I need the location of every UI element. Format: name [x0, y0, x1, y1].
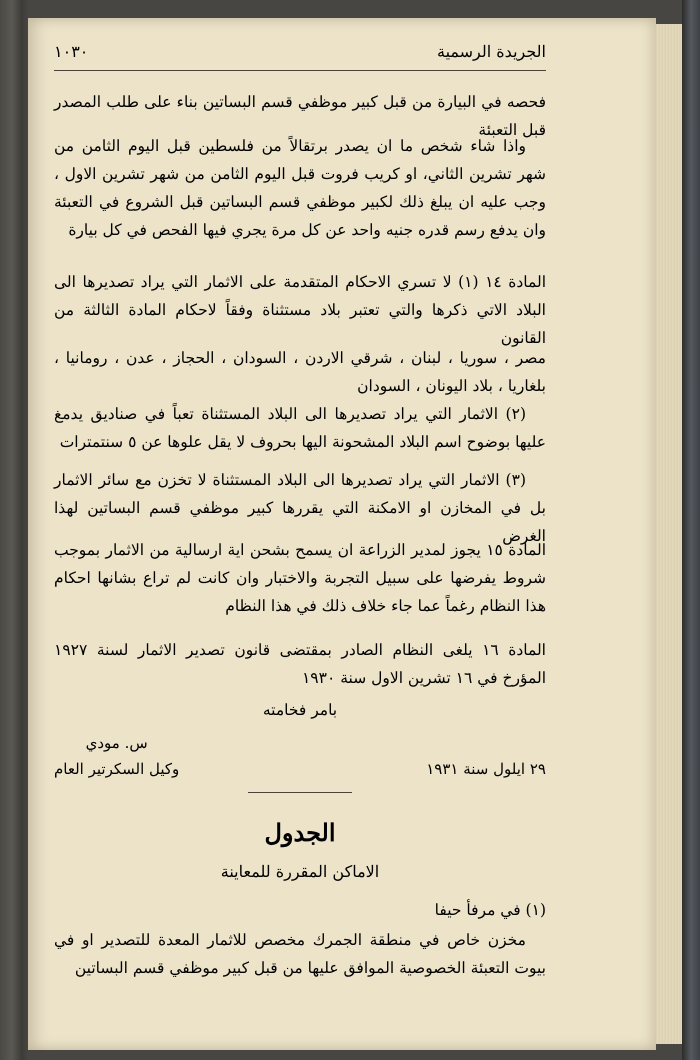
paragraph-1: فحصه في البيارة من قبل كبير موظفي قسم البساتين بناء على طلب المصدر قبل التعبئة: [54, 93, 546, 139]
article-14-clause-2: (٢) الاثمار التي يراد تصديرها الى البلاد المستثناة تعباً في صناديق يدمغ عليها بوضوح اسم البلاد المشحونة اليها بحروف لا يقل علوها عن ٥ سنتمترات: [54, 405, 546, 451]
book-spine: [682, 0, 700, 1060]
schedule-subtitle: الاماكن المقررة للمعاينة: [220, 862, 380, 881]
page-header: [54, 42, 546, 68]
page-number: ١٠٣٠: [54, 42, 89, 61]
signature-date: ٢٩ ايلول سنة ١٩٣١: [426, 760, 546, 778]
signatory-position: وكيل السكرتير العام: [54, 760, 180, 778]
page-title: الجريدة الرسمية: [436, 42, 546, 61]
signature-date-block: [426, 730, 546, 782]
article-14-clause-3: (٣) الاثمار التي يراد تصديرها الى البلاد المستثناة لا تخزن مع سائر الاثمار بل في المخازن او الامكنة التي يقررها كبير موظفي قسم البساتين لهذا الغرض: [54, 471, 546, 545]
schedule-item-1-text: مخزن خاص في منطقة الجمرك مخصص للاثمار المعدة للتصدير او في بيوت التعبئة الخصوصية الموافق عليها من قبل كبير موظفي قسم البساتين: [54, 931, 546, 977]
page-edges: [656, 24, 685, 1044]
excepted-countries-list: مصر ، سوريا ، لبنان ، شرقي الاردن ، السودان ، الحجاز ، عدن ، رومانيا ، بلغاريا ، بلاد اليونان ، السودان: [54, 349, 546, 395]
schedule-item-1-heading: (١) في مرفأ حيفا: [434, 901, 546, 919]
article-15: المادة ١٥ يجوز لمدير الزراعة ان يسمح بشحن اية ارسالية من الاثمار بموجب شروط يفرضها على سبيل التجربة والاختبار وان كانت لم تراع بشانها احكام هذا النظام رغماً عما جاء خلاف ذلك في هذا النظام: [54, 541, 546, 615]
header-rule: [54, 70, 546, 71]
signatory-block: [54, 730, 179, 782]
article-16: المادة ١٦ يلغى النظام الصادر بمقتضى قانون تصدير الاثمار لسنة ١٩٢٧ المؤرخ في ١٦ تشرين الاول سنة ١٩٣٠: [54, 641, 546, 687]
article-14-clause-1: المادة ١٤ (١) لا تسري الاحكام المتقدمة على الاثمار التي يراد تصديرها الى البلاد الاتي ذكرها والتي تعتبر بلاد مستثناة وفقاً لاحكام المادة الثالثة من القانون: [54, 273, 547, 347]
signatory-name: س. مودي: [85, 734, 148, 752]
section-divider: [248, 792, 352, 793]
by-order-line: بامر فخامته: [262, 701, 338, 719]
signature-block: [54, 730, 546, 786]
paragraph-2: واذا شاء شخص ما ان يصدر برتقالاً من فلسطين قبل اليوم الثامن من شهر تشرين الثاني، او كريب فروت قبل اليوم الثامن من شهر تشرين الاول ، وجب عليه ان يبلغ ذلك لكبير موظفي قسم البساتين قبل الشروع في التعبئة وان يدفع رسم قدره جنيه واحد عن كل مرة يجري فيها الفحص في كل بيارة: [54, 137, 546, 239]
schedule-title: الجدول: [264, 818, 336, 847]
